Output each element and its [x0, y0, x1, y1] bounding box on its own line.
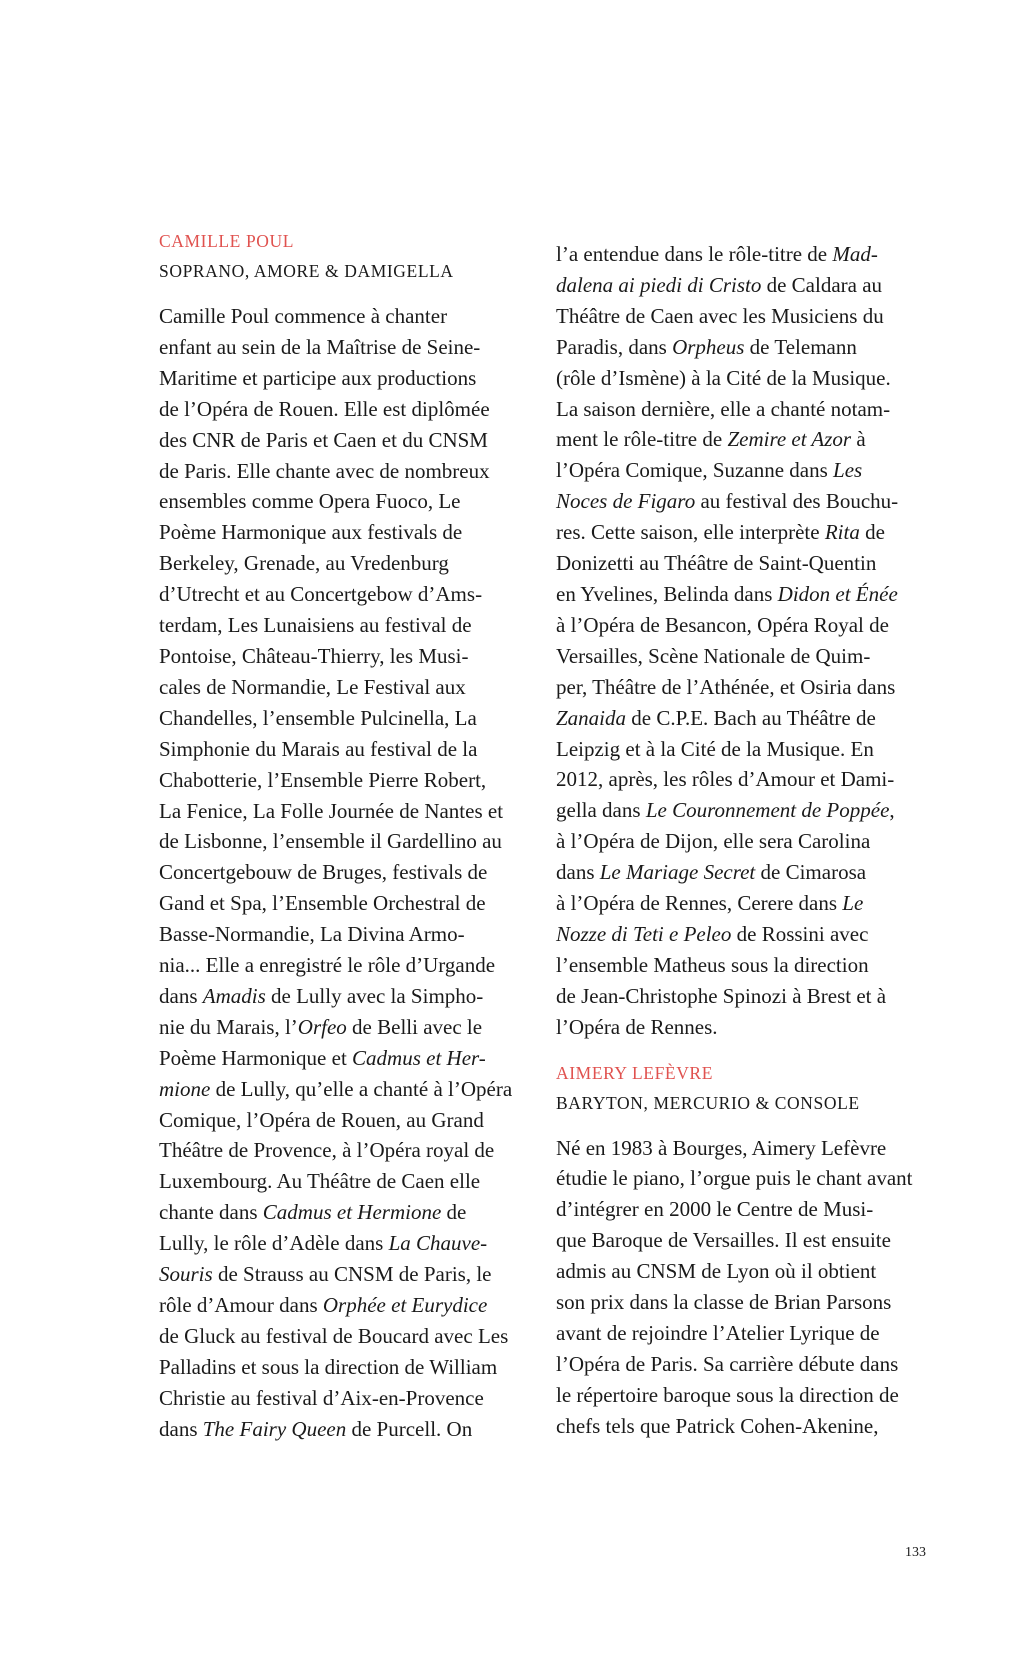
text-line [556, 641, 938, 672]
italic-title: Orphée et Eurydice [322, 1293, 488, 1317]
text-run: avant de rejoindre l’Atelier Lyrique de [556, 1321, 880, 1345]
text-line [159, 919, 541, 950]
text-line [159, 1166, 541, 1197]
text-run: en Yvelines, Belinda dans [556, 581, 778, 606]
text-line [159, 1197, 541, 1228]
text-run: Paradis, dans [556, 334, 673, 359]
text-run: nia... Elle a enregistré le rôle d’Urgande [159, 953, 496, 978]
bio-role-camille-poul: SOPRANO, AMORE & DAMIGELLA [159, 261, 454, 281]
text-line [556, 1194, 938, 1225]
text-line [556, 1225, 938, 1256]
text-run: de Strauss au CNSM de Paris, le [212, 1262, 492, 1287]
text-line [159, 981, 541, 1012]
bio-text-aimery-lefevre [556, 1133, 938, 1442]
text-line [556, 764, 938, 795]
text-line [556, 795, 938, 826]
text-run: Versailles, Scène Nationale de Quim- [556, 643, 871, 668]
text-run: de Telemann [744, 334, 857, 359]
text-run: admis au CNSM de Lyon où il obtient [556, 1259, 877, 1284]
text-run: Christie au festival d’Aix-en-Provence [159, 1385, 484, 1410]
text-run: à l’Opéra de Dijon, elle sera Carolina [556, 829, 871, 854]
text-run: de C.P.E. Bach au Théâtre de [626, 705, 876, 730]
text-run: que Baroque de Versailles. Il est ensuite [556, 1228, 891, 1253]
text-line [556, 301, 938, 332]
text-line [159, 517, 541, 548]
text-line [159, 301, 541, 332]
text-line [159, 888, 541, 919]
text-line [159, 1321, 541, 1352]
text-run: Concertgebouw de Bruges, festivals de [159, 860, 488, 885]
text-line [556, 610, 938, 641]
italic-title: Orpheus [672, 334, 745, 359]
text-run: des CNR de Paris et Caen et du CNSM [159, 427, 488, 452]
bio-role-aimery-lefevre: BARYTON, MERCURIO & CONSOLE [556, 1092, 860, 1113]
text-line [556, 394, 938, 425]
text-line [159, 425, 541, 456]
text-line [556, 919, 938, 950]
italic-title: Noces de Figaro [556, 489, 696, 514]
text-run: , [889, 798, 895, 823]
text-line [556, 888, 938, 919]
text-run: d’Utrecht et au Concertgebow d’Ams- [159, 582, 483, 607]
italic-title: Rita [824, 520, 860, 545]
text-run: Lully, le rôle d’Adèle dans [159, 1231, 389, 1256]
italic-title: Cadmus et Her- [352, 1045, 486, 1070]
text-line [556, 1318, 938, 1349]
text-run: gella dans [556, 798, 646, 823]
text-line [159, 796, 541, 827]
text-run: Poème Harmonique aux festivals de [159, 520, 463, 545]
text-run: de Caldara au [761, 272, 883, 297]
text-run: Chabotterie, l’Ensemble Pierre Robert, [159, 767, 487, 792]
text-run: l’Opéra de Paris. Sa carrière débute dans [556, 1351, 899, 1376]
text-line [159, 641, 541, 672]
italic-title: Zemire et Azor [727, 427, 852, 452]
text-run: ment le rôle-titre de [556, 427, 728, 452]
text-line [159, 394, 541, 425]
text-line [556, 270, 938, 301]
text-line [556, 1380, 938, 1411]
left-column [159, 226, 541, 1445]
text-run: de Jean-Christophe Spinozi à Brest et à [556, 983, 887, 1008]
text-run: Simphonie du Marais au festival de la [159, 736, 478, 761]
text-line [159, 1352, 541, 1383]
text-run: à l’Opéra de Rennes, Cerere dans [556, 891, 843, 916]
italic-title: dalena ai piedi di Cristo [556, 272, 762, 297]
text-line [556, 1012, 938, 1043]
text-run: de Rossini avec [731, 921, 869, 946]
text-line [159, 1135, 541, 1166]
text-line [556, 363, 938, 394]
text-line [159, 1105, 541, 1136]
text-run: étudie le piano, l’orgue puis le chant avant [556, 1166, 913, 1191]
right-column [556, 239, 938, 1442]
text-line [159, 703, 541, 734]
bio-text-camille-poul [159, 301, 541, 1445]
text-line [556, 1411, 938, 1442]
text-line [556, 981, 938, 1012]
text-run: Berkeley, Grenade, au Vredenburg [159, 551, 449, 576]
text-run: de Belli avec le [346, 1014, 483, 1039]
text-line [556, 332, 938, 363]
text-run: d’intégrer en 2000 le Centre de Musi- [556, 1197, 874, 1222]
text-run: de Lully avec la Simpho- [265, 983, 484, 1008]
text-run: Luxembourg. Au Théâtre de Caen elle [159, 1169, 481, 1194]
text-line [159, 1074, 541, 1105]
text-run: rôle d’Amour dans [159, 1293, 323, 1317]
text-line [159, 1043, 541, 1074]
text-run: Gand et Spa, l’Ensemble Orchestral de [159, 891, 486, 916]
text-run: son prix dans la classe de Brian Parsons [556, 1290, 892, 1315]
text-run: dans [159, 1416, 203, 1441]
text-run: de Purcell. On [346, 1416, 473, 1441]
text-line [159, 332, 541, 363]
text-line [159, 857, 541, 888]
text-run: chante dans [159, 1200, 263, 1225]
text-run: enfant au sein de la Maîtrise de Seine- [159, 334, 481, 359]
text-run: 2012, après, les rôles d’Amour et Dami- [556, 767, 895, 792]
text-run: Théâtre de Caen avec les Musiciens du [556, 303, 884, 328]
text-run: cales de Normandie, Le Festival aux [159, 674, 466, 699]
text-run: dans [159, 983, 203, 1008]
text-run: l’Opéra Comique, Suzanne dans [556, 458, 834, 483]
text-run: dans [556, 860, 600, 885]
text-line [159, 1259, 541, 1290]
text-run: de Cimarosa [755, 860, 867, 885]
italic-title: Orfeo [297, 1014, 347, 1039]
text-run: ensembles comme Opera Fuoco, Le [159, 489, 461, 514]
text-run: nie du Marais, l’ [159, 1014, 298, 1039]
text-run: l’ensemble Matheus sous la direction [556, 952, 869, 977]
text-line [159, 486, 541, 517]
text-line [556, 548, 938, 579]
text-run: res. Cette saison, elle interprète [556, 520, 825, 545]
text-run: Basse-Normandie, La Divina Armo- [159, 922, 465, 947]
text-line [556, 1287, 938, 1318]
italic-title: La Chauve- [388, 1231, 488, 1256]
text-run: de [441, 1200, 467, 1225]
text-run: de Lisbonne, l’ensemble il Gardellino au [159, 829, 502, 854]
italic-title: Le Couronnement de Poppée [645, 798, 890, 823]
text-line [159, 610, 541, 641]
text-line [159, 765, 541, 796]
text-line [159, 548, 541, 579]
text-run: de Lully, qu’elle a chanté à l’Opéra [210, 1076, 513, 1101]
text-run: à l’Opéra de Besancon, Opéra Royal de [556, 612, 889, 637]
italic-title: mione [159, 1076, 211, 1101]
text-line [159, 1290, 541, 1321]
text-line [556, 857, 938, 888]
text-run: Donizetti au Théâtre de Saint-Quentin [556, 551, 877, 576]
text-run: l’a entendue dans le rôle-titre de [556, 242, 833, 266]
text-line [556, 734, 938, 765]
text-line [556, 826, 938, 857]
text-run: l’Opéra de Rennes. [556, 1014, 718, 1039]
italic-title: Didon et Énée [777, 581, 898, 606]
text-line [556, 1349, 938, 1380]
text-run: de [859, 520, 885, 545]
text-run: Théâtre de Provence, à l’Opéra royal de [159, 1138, 495, 1163]
text-line [556, 672, 938, 703]
bio-text-camille-poul-continued [556, 239, 938, 1043]
text-line [556, 424, 938, 455]
text-run: (rôle d’Ismène) à la Cité de la Musique. [556, 365, 891, 390]
text-run: Chandelles, l’ensemble Pulcinella, La [159, 705, 477, 730]
text-line [556, 1256, 938, 1287]
bio-name-camille-poul: CAMILLE POUL [159, 231, 295, 251]
text-line [556, 455, 938, 486]
italic-title: Nozze di Teti e Peleo [556, 921, 732, 946]
bio-name-aimery-lefevre: AIMERY LEFÈVRE [556, 1062, 713, 1083]
italic-title: Cadmus et Hermione [262, 1200, 442, 1225]
text-line [556, 950, 938, 981]
text-run: Maritime et participe aux productions [159, 365, 477, 390]
text-run: Pontoise, Château-Thierry, les Musi- [159, 643, 469, 668]
text-run: Palladins et sous la direction de William [159, 1354, 498, 1379]
text-line [159, 1012, 541, 1043]
text-line [159, 363, 541, 394]
text-run: de Paris. Elle chante avec de nombreux [159, 458, 490, 483]
italic-title: Souris [159, 1262, 213, 1287]
text-line [556, 1133, 938, 1164]
italic-title: Le [842, 891, 864, 916]
italic-title: Mad- [832, 242, 878, 266]
text-run: le répertoire baroque sous la direction de [556, 1382, 899, 1407]
text-line [159, 826, 541, 857]
page-number: 133 [905, 1545, 926, 1560]
text-run: per, Théâtre de l’Athénée, et Osiria dans [556, 674, 896, 699]
text-line [556, 579, 938, 610]
text-run: Né en 1983 à Bourges, Aimery Lefèvre [556, 1135, 887, 1160]
text-line [159, 456, 541, 487]
italic-title: The Fairy Queen [202, 1416, 347, 1441]
text-line [159, 579, 541, 610]
text-run: de l’Opéra de Rouen. Elle est diplômée [159, 396, 490, 421]
text-line [159, 1228, 541, 1259]
text-run: au festival des Bouchu- [695, 489, 899, 514]
italic-title: Zanaida [556, 705, 627, 730]
text-run: Poème Harmonique et [159, 1045, 353, 1070]
text-line [159, 734, 541, 765]
text-run: Camille Poul commence à chanter [159, 304, 448, 328]
text-run: La Fenice, La Folle Journée de Nantes et [159, 798, 504, 823]
italic-title: Les [833, 458, 863, 483]
text-run: chefs tels que Patrick Cohen-Akenine, [556, 1413, 879, 1438]
text-line [159, 1383, 541, 1414]
text-run: La saison dernière, elle a chanté notam- [556, 396, 891, 421]
italic-title: Le Mariage Secret [599, 860, 756, 885]
text-run: de Gluck au festival de Boucard avec Les [159, 1323, 509, 1348]
text-line [556, 1163, 938, 1194]
text-line [556, 517, 938, 548]
text-line [159, 950, 541, 981]
text-line [556, 486, 938, 517]
italic-title: Amadis [202, 983, 266, 1008]
text-run: à [851, 427, 866, 452]
text-line [556, 703, 938, 734]
text-line [159, 1414, 541, 1445]
text-run: terdam, Les Lunaisiens au festival de [159, 613, 472, 638]
text-line [556, 239, 938, 270]
text-line [159, 672, 541, 703]
text-run: Comique, l’Opéra de Rouen, au Grand [159, 1107, 484, 1132]
text-run: Leipzig et à la Cité de la Musique. En [556, 736, 874, 761]
